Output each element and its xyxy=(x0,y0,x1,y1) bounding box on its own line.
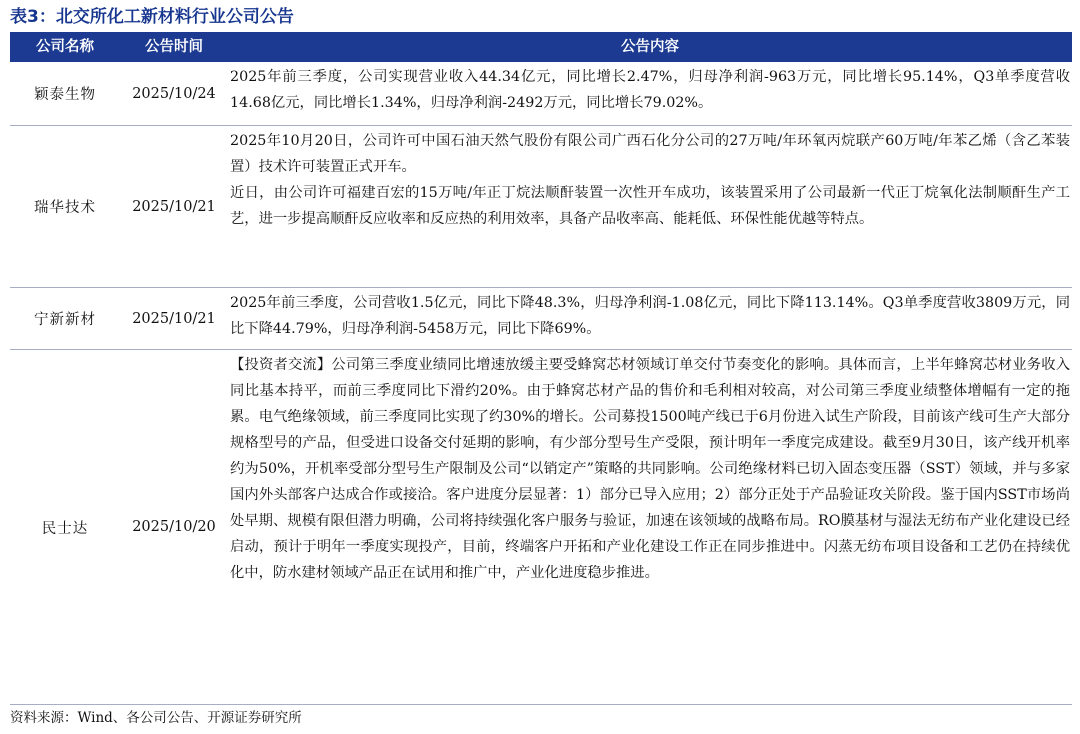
content-paragraph: 2025年10月20日，公司许可中国石油天然气股份有限公司广西石化分公司的27万吨/年环氧丙烷联产60万吨/年苯乙烯（含乙苯装置）技术许可装置正式开车。 xyxy=(230,133,1070,175)
content-paragraph: 2025年前三季度，公司营收1.5亿元，同比下降48.3%，归母净利润-1.08亿元，同比下降113.14%。Q3单季度营收3809万元，同比下降44.79%，归母净利润-5458万元，同比下降69%。 xyxy=(230,295,1070,337)
table-row xyxy=(10,288,1072,350)
announcement-content xyxy=(230,64,1070,116)
header-date: 公告时间 xyxy=(145,39,203,55)
table-row xyxy=(10,350,1072,705)
company-name: 民士达 xyxy=(41,520,89,537)
company-name: 瑞华技术 xyxy=(34,200,96,216)
announcement-date: 2025/10/20 xyxy=(132,519,216,535)
announcement-date: 2025/10/24 xyxy=(132,85,216,102)
table-title: 表3：北交所化工新材料行业公司公告 xyxy=(10,7,294,27)
table-header xyxy=(10,32,1072,62)
announcement-date: 2025/10/21 xyxy=(132,198,216,215)
header-content: 公告内容 xyxy=(621,39,679,55)
announcement-content xyxy=(230,128,1070,232)
table-row xyxy=(10,62,1072,126)
announcement-date: 2025/10/21 xyxy=(132,310,216,327)
company-name: 宁新新材 xyxy=(34,312,96,328)
content-paragraph: 近日，由公司许可福建百宏的15万吨/年正丁烷法顺酐装置一次性开车成功，该装置采用了公司最新一代正丁烷氧化法制顺酐生产工艺，进一步提高顺酐反应收率和反应热的利用效率，具备产品收率高、能耗低、环保性能优越等特点。 xyxy=(230,185,1070,227)
company-name: 颖泰生物 xyxy=(34,87,96,103)
announcement-content xyxy=(230,290,1070,342)
table-row xyxy=(10,126,1072,288)
content-paragraph: 2025年前三季度，公司实现营业收入44.34亿元，同比增长2.47%，归母净利润-963万元，同比增长95.14%，Q3单季度营收14.68亿元，同比增长1.34%，归母净利润-2492万元，同比增长79.02%。 xyxy=(230,69,1070,111)
announcement-content xyxy=(230,352,1070,586)
content-paragraph: 【投资者交流】公司第三季度业绩同比增速放缓主要受蜂窝芯材领域订单交付节奏变化的影响。具体而言，上半年蜂窝芯材业务收入同比基本持平，而前三季度同比下滑约20%。由于蜂窝芯材产品的售价和毛利相对较高，对公司第三季度业绩整体增幅有一定的拖累。电气绝缘领域，前三季度同比实现了约30%的增长。公司募投1500吨产线已于6月份进入试生产阶段，目前该产线可生产大部分规格型号的产品，但受进口设备交付延期的影响，有少部分型号生产受限，预计明年一季度完成建设。截至9月30日，该产线开机率约为50%，开机率受部分型号生产限制及公司“以销定产”策略的共同影响。公司绝缘材料已切入固态变压器（SST）领域，并与多家国内外头部客户达成合作或接洽。客户进度分层显著：1）部分已导入应用；2）部分正处于产品验证攻关阶段。鉴于国内SST市场尚处早期、规模有限但潜力明确，公司将持续强化客户服务与验证，加速在该领域的战略布局。RO膜基材与湿法无纺布产业化建设已经启动，预计于明年一季度实现投产，目前，终端客户开拓和产业化建设工作正在同步推进中。闪蒸无纺布项目设备和工艺仍在持续优化中，防水建材领域产品正在试用和推广中，产业化进度稳步推进。 xyxy=(230,357,1070,581)
header-company: 公司名称 xyxy=(36,39,94,55)
source-note: 资料来源：Wind、各公司公告、开源证券研究所 xyxy=(10,710,302,726)
